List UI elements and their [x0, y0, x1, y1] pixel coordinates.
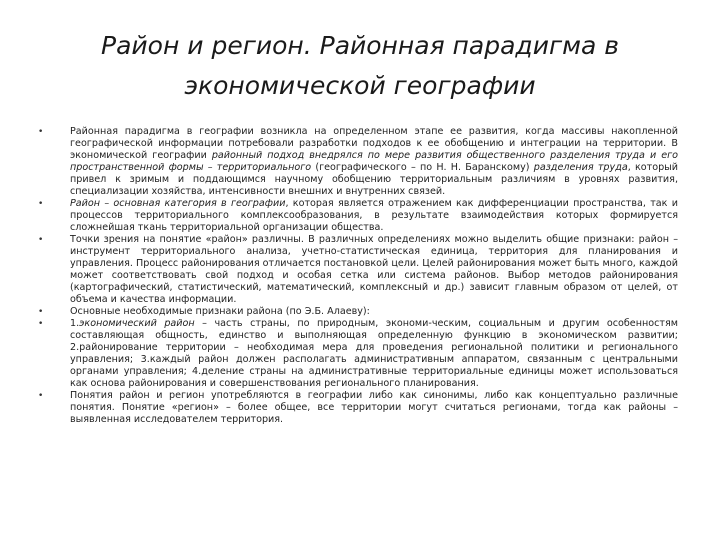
bullet-5-italic-1: экономический район: [79, 318, 195, 329]
bullet-1-text-1: Районная парадигма в географии возникла на определенном этапе ее развития, когда массивы накопленной географической информации потребовали разработки подходов к ее обобщению и интеграции на территории. В экономической географии: [70, 126, 678, 161]
bullet-2-text-1: , которая является отражением как дифференциации пространства, так и процессов территориального комплексообразования, в результате взаимодействия которых формируется сложнейшая ткань территориальной организации общества.: [70, 198, 678, 233]
bullet-item-6: [38, 390, 678, 426]
bullet-1-italic-2: разделения труда: [533, 162, 628, 173]
bullet-item-5: [38, 318, 678, 390]
bullet-1-text-2: (географического – по Н. Н. Баранскому): [311, 162, 534, 173]
bullet-dot: •: [38, 391, 44, 401]
bullet-dot: •: [38, 199, 44, 209]
bullet-5-text-1: 1.: [70, 318, 80, 329]
bullet-5-text-2: – часть страны, по природным, экономи-ческим, социальным и другим особенностям составляющая общность, единство и выполняющая определенную функцию в экономическом развитии; 2.районирование территории – необходимая мера для проведения региональной политики и регионального управления; 3.каждый район должен располагать административным аппаратом, связанным с центральными органами управления; 4.деление страны на административные территориальные единицы может использоваться как основа районирования и совершенствования регионального планирования.: [70, 318, 678, 389]
bullet-4-text-1: Основные необходимые признаки района (по Э.Б. Алаеву):: [70, 306, 370, 317]
bullet-dot: •: [38, 235, 44, 245]
bullet-item-1: [38, 126, 678, 198]
bullet-3-text-1: Точки зрения на понятие «район» различны. В различных определениях можно выделить общие признаки: район – инструмент территориального анализа, учетно-статистическая единица, территория для планирования и управления. Процесс районирования отличается постановкой цели. Целей районирования может быть много, каждой может соответствовать свой подход и особая сетка или система районов. Выбор методов районирования (картографический, статистический, математический, комплексный и др.) зависит главным образом от целей, от объема и качества информации.: [70, 234, 678, 305]
bullet-2-italic-1: Район – основная категория в географии: [70, 198, 286, 209]
bullet-6-text-1: Понятия район и регион употребляются в географии либо как синонимы, либо как концептуально различные понятия. Понятие «регион» – более общее, все территории могут считаться регионами, тогда как районы – выявленная исследователем территория.: [70, 390, 678, 425]
slide-title: Район и регион. Районная парадигма в экономической географии: [101, 31, 619, 100]
bullet-dot: •: [38, 319, 44, 329]
bullet-1-italic-1: районный подход внедрялся по мере развития общественного разделения труда и его пространственной формы – территориального: [70, 150, 679, 173]
bullet-1-text-3: , который привел к зримым и поддающимся научному обобщению территориальным различиям в уровнях развития, специализации хозяйства, интенсивности внешних и внутренних связей.: [70, 162, 678, 197]
bullet-item-2: [38, 198, 678, 234]
bullet-item-3: [38, 234, 678, 306]
bullet-dot: •: [38, 307, 44, 317]
bullet-list: [38, 126, 678, 426]
bullet-item-4: [38, 306, 678, 318]
slide-content: [38, 126, 678, 426]
bullet-dot: •: [38, 127, 44, 137]
